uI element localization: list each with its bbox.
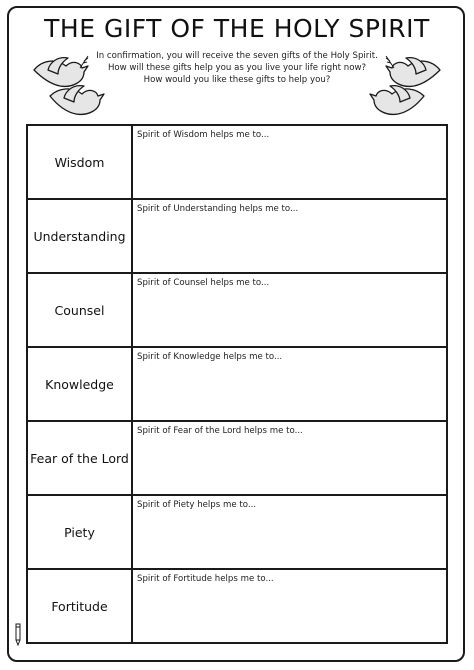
gift-name: Understanding	[28, 200, 133, 272]
intro-line: How would you like these gifts to help you?	[143, 75, 331, 85]
gift-name: Fear of the Lord	[28, 422, 133, 494]
gift-name: Piety	[28, 496, 133, 568]
gift-name: Counsel	[28, 274, 133, 346]
gift-row	[28, 422, 446, 496]
gift-prompt[interactable]: Spirit of Fear of the Lord helps me to...	[137, 426, 303, 436]
gift-prompt[interactable]: Spirit of Counsel helps me to...	[137, 278, 270, 288]
gifts-table	[26, 124, 448, 644]
gift-row	[28, 274, 446, 348]
dove-icon	[364, 52, 446, 118]
page-title: THE GIFT OF THE HOLY SPIRIT	[44, 14, 430, 43]
dove-icon	[28, 52, 110, 118]
gift-prompt[interactable]: Spirit of Wisdom helps me to...	[137, 130, 270, 140]
gift-row	[28, 570, 446, 642]
gift-row	[28, 348, 446, 422]
intro-line: In confirmation, you will receive the seven gifts of the Holy Spirit.	[96, 51, 378, 61]
gift-name: Wisdom	[28, 126, 133, 198]
gift-prompt[interactable]: Spirit of Knowledge helps me to...	[137, 352, 283, 362]
gift-prompt[interactable]: Spirit of Fortitude helps me to...	[137, 574, 274, 584]
gift-row	[28, 496, 446, 570]
gift-prompt[interactable]: Spirit of Piety helps me to...	[137, 500, 257, 510]
intro-line: How will these gifts help you as you live your life right now?	[107, 63, 367, 73]
gift-row	[28, 126, 446, 200]
gift-prompt[interactable]: Spirit of Understanding helps me to...	[137, 204, 299, 214]
pencil-icon	[14, 622, 22, 646]
gift-name: Knowledge	[28, 348, 133, 420]
gift-row	[28, 200, 446, 274]
intro-text	[95, 50, 379, 86]
gift-name: Fortitude	[28, 570, 133, 642]
